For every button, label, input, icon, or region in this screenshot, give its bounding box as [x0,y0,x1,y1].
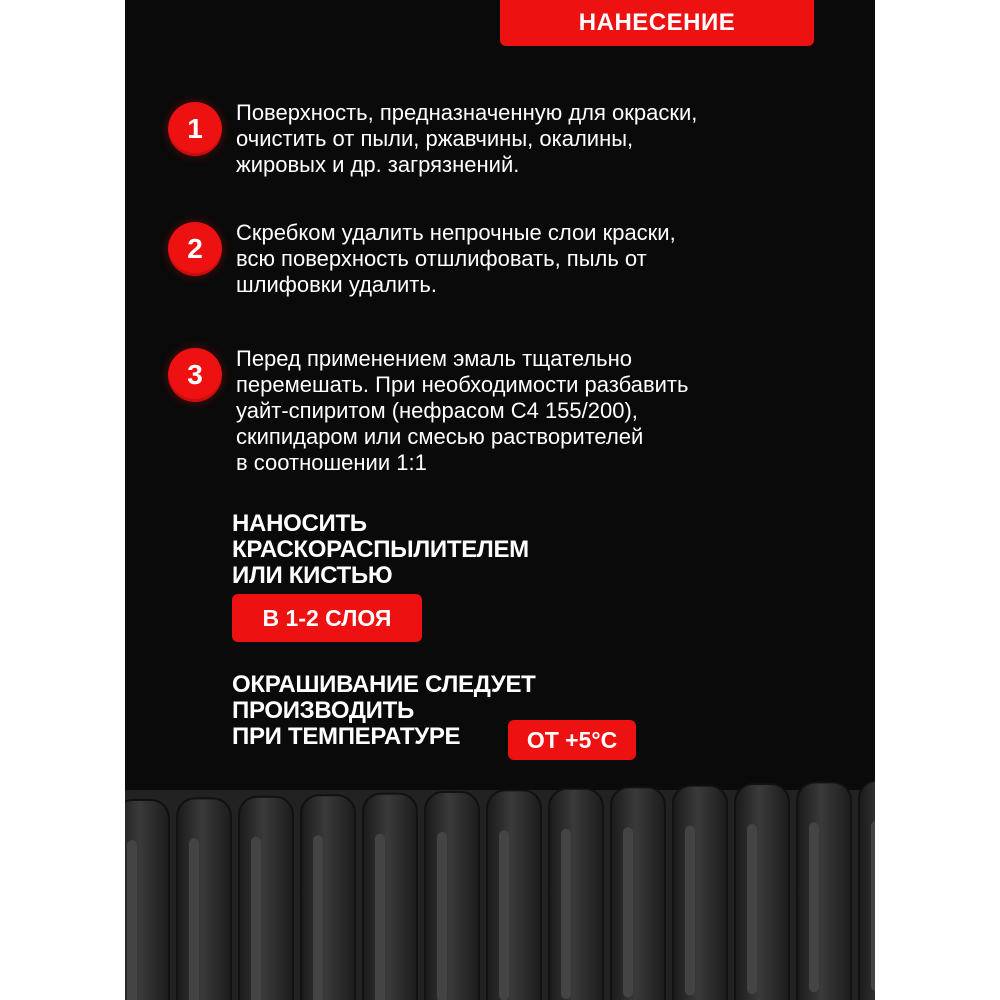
step-3 [168,346,868,476]
radiator-fin-highlight [623,827,633,997]
section-title-badge: НАНЕСЕНИЕ [500,0,814,46]
layers-badge: В 1-2 СЛОЯ [232,594,422,642]
step-text: Поверхность, предназначенную для окраски, очистить от пыли, ржавчины, окалины, жировых и др. загрязнений. [236,100,698,177]
radiator-fin [611,787,665,1000]
radiator-fin-highlight [375,834,385,1000]
radiator-fin-highlight [127,840,137,1000]
radiator-fin [673,786,727,1000]
radiator-fin [177,798,231,1000]
radiator-fin [363,794,417,1000]
application-method: НАНОСИТЬ КРАСКОРАСПЫЛИТЕЛЕМ ИЛИ КИСТЬЮ [232,510,529,589]
radiator-illustration [125,770,875,1000]
step-2 [168,220,868,298]
step-number: 1 [168,102,222,156]
step-number: 3 [168,348,222,402]
radiator-fin-highlight [437,832,447,1000]
temperature-badge: ОТ +5°С [508,720,636,760]
step-text: Перед применением эмаль тщательно перемешать. При необходимости разбавить уайт-спиритом (нефрасом С4 155/200), скипидаром или смесью растворителей в соотношении 1:1 [236,346,689,475]
temperature-note: ОКРАШИВАНИЕ СЛЕДУЕТ ПРОИЗВОДИТЬ ПРИ ТЕМПЕРАТУРЕ [232,671,536,750]
radiator-fin-highlight [189,838,199,1000]
radiator-fin [487,790,541,1000]
radiator-fin [735,784,789,1000]
radiator-fin-highlight [685,826,695,996]
step-text: Скребком удалить непрочные слои краски, всю поверхность отшлифовать, пыль от шлифовки удалить. [236,220,676,297]
radiator-fin [425,792,479,1000]
radiator-fin-highlight [561,829,571,999]
radiator-fin [549,789,603,1000]
radiator-fin-highlight [499,830,509,1000]
radiator-fin-highlight [809,822,819,992]
step-1 [168,100,868,178]
radiator-fin-highlight [313,835,323,1000]
radiator-fin [797,782,851,1000]
radiator-fin-highlight [871,821,875,991]
radiator-fin [301,795,355,1000]
step-number: 2 [168,222,222,276]
radiator-fin-highlight [747,824,757,994]
radiator-fin-highlight [251,837,261,1000]
radiator-fin [239,797,293,1000]
